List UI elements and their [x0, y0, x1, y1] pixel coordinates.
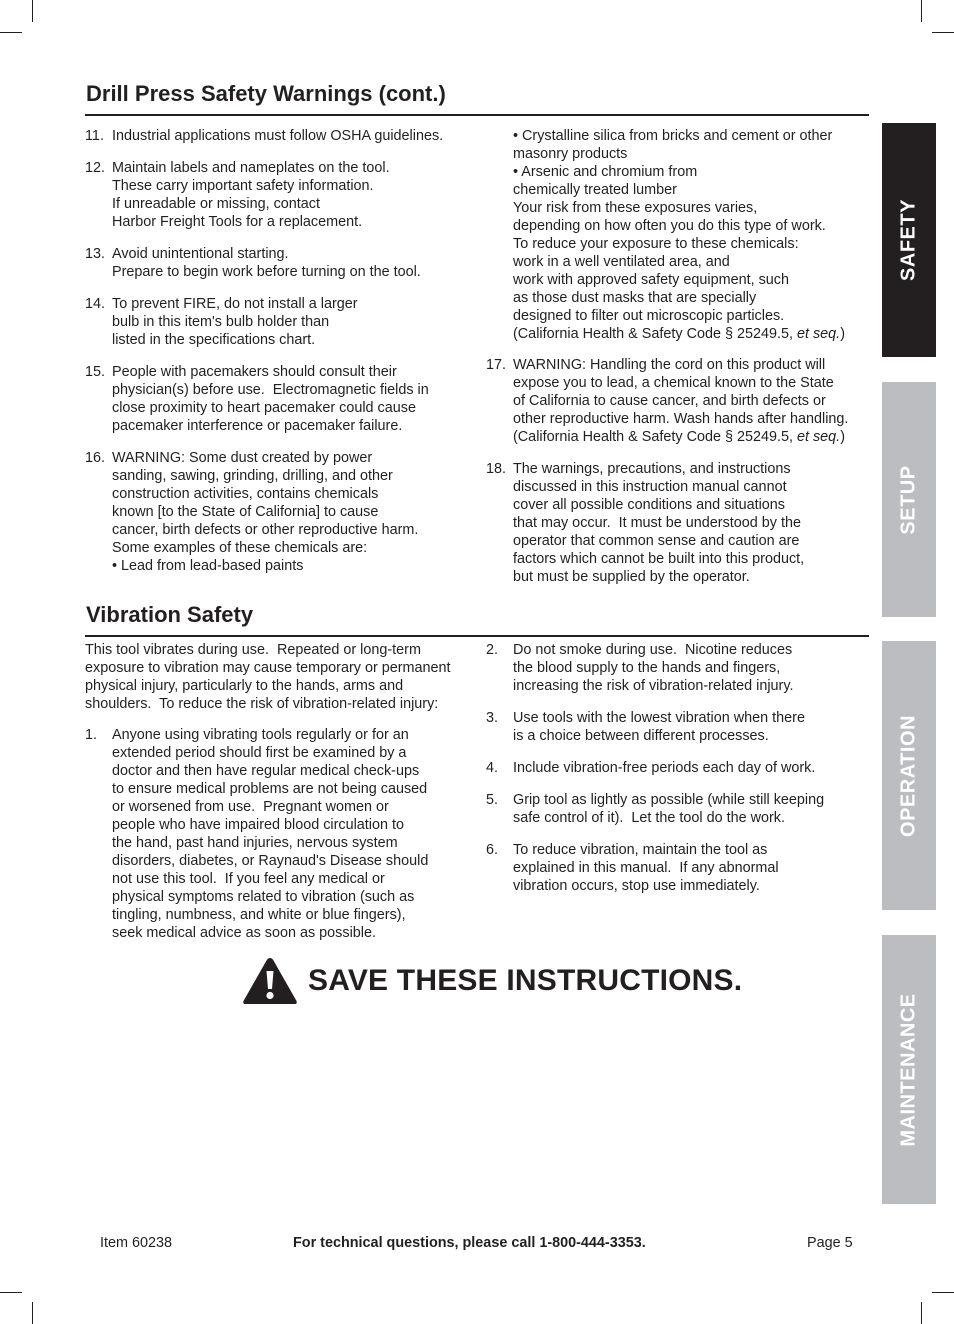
- section-title: Vibration Safety: [86, 602, 254, 627]
- text-line: is a choice between different processes.: [513, 728, 769, 744]
- item-16-continuation: [486, 127, 866, 343]
- text-line: Maintain labels and nameplates on the tool.: [112, 160, 390, 176]
- text-line: Anyone using vibrating tools regularly or for an: [112, 727, 409, 743]
- text-line: physician(s) before use. Electromagnetic fields in: [112, 382, 429, 398]
- text-line: that may occur. It must be understood by the: [513, 515, 801, 531]
- text-line: Industrial applications must follow OSHA guidelines.: [112, 128, 444, 144]
- text-line: If unreadable or missing, contact: [112, 196, 320, 212]
- text-line: or worsened from use. Pregnant women or: [112, 799, 389, 815]
- text-line: • Crystalline silica from bricks and cement or other: [513, 128, 833, 144]
- text-line: close proximity to heart pacemaker could cause: [112, 400, 416, 416]
- text-line: WARNING: Handling the cord on this product will: [513, 357, 826, 373]
- text-line: Some examples of these chemicals are:: [112, 540, 368, 556]
- list-item: [85, 449, 470, 575]
- list-number: 15.: [85, 364, 106, 380]
- text-line: Include vibration-free periods each day of work.: [513, 760, 816, 776]
- text-line: doctor and then have regular medical check-ups: [112, 763, 420, 779]
- list-item: [85, 726, 475, 942]
- text-line: cover all possible conditions and situations: [513, 497, 785, 513]
- text-line: factors which cannot be built into this product,: [513, 551, 805, 567]
- list-item: [85, 245, 470, 281]
- text-line: Your risk from these exposures varies,: [513, 200, 758, 216]
- list-item: [486, 460, 866, 586]
- list-item: [85, 159, 470, 231]
- save-instructions-title: SAVE THESE INSTRUCTIONS.: [308, 964, 743, 997]
- text-line: work in a well ventilated area, and: [513, 254, 730, 270]
- list-item: [486, 841, 866, 895]
- warnings-right-column: [486, 127, 866, 600]
- tab-label: SAFETY: [897, 199, 920, 281]
- text-line: chemically treated lumber: [513, 182, 677, 198]
- text-line: vibration occurs, stop use immediately.: [513, 878, 760, 894]
- text-line: safe control of it). Let the tool do the work.: [513, 810, 785, 826]
- list-number: 17.: [486, 357, 507, 373]
- text-line: People with pacemakers should consult their: [112, 364, 397, 380]
- text-line: The warnings, precautions, and instructions: [513, 461, 791, 477]
- text-line: • Arsenic and chromium from: [513, 164, 698, 180]
- tab-label: SETUP: [897, 464, 920, 535]
- text-line: depending on how often you do this type of work.: [513, 218, 826, 234]
- text-line: increasing the risk of vibration-related injury.: [513, 678, 794, 694]
- text-line: explained in this manual. If any abnormal: [513, 860, 779, 876]
- list-item: [486, 356, 866, 446]
- text-line: pacemaker interference or pacemaker failure.: [112, 418, 403, 434]
- list-item: [85, 295, 470, 349]
- tab-operation[interactable]: [882, 641, 936, 910]
- text-line: work with approved safety equipment, such: [513, 272, 789, 288]
- list-number: 5.: [486, 792, 499, 808]
- text-line: masonry products: [513, 146, 628, 162]
- list-item: [486, 791, 866, 827]
- text-line: discussed in this instruction manual cannot: [513, 479, 787, 495]
- list-number: 13.: [85, 246, 106, 262]
- crop-mark: [0, 1292, 22, 1293]
- text-line: designed to filter out microscopic particles.: [513, 308, 785, 324]
- list-number: 18.: [486, 461, 507, 477]
- text-line: but must be supplied by the operator.: [513, 569, 750, 585]
- crop-mark: [32, 1302, 33, 1324]
- text-line: listed in the specifications chart.: [112, 332, 316, 348]
- crop-mark: [0, 32, 22, 33]
- list-number: 6.: [486, 842, 499, 858]
- section-title: Drill Press Safety Warnings (cont.): [86, 81, 446, 106]
- text-line: Grip tool as lightly as possible (while still keeping: [513, 792, 825, 808]
- vibration-intro: [85, 641, 475, 713]
- tab-setup[interactable]: [882, 382, 936, 617]
- text-line: physical symptoms related to vibration (such as: [112, 889, 415, 905]
- vibration-right-column: [486, 641, 866, 909]
- tab-label: MAINTENANCE: [897, 992, 920, 1147]
- list-item: [486, 641, 866, 695]
- crop-mark: [32, 0, 33, 22]
- text-line: extended period should first be examined by a: [112, 745, 407, 761]
- citation-line: (California Health & Safety Code § 25249.5, et seq.): [513, 326, 845, 342]
- text-line: cancer, birth defects or other reproductive harm.: [112, 522, 419, 538]
- text-line: To reduce vibration, maintain the tool as: [513, 842, 768, 858]
- list-item: [486, 759, 866, 777]
- text-line: tingling, numbness, and white or blue fingers),: [112, 907, 406, 923]
- list-number: 14.: [85, 296, 106, 312]
- section-rule: [85, 635, 869, 637]
- text-line: as those dust masks that are specially: [513, 290, 757, 306]
- text-line: sanding, sawing, grinding, drilling, and other: [112, 468, 393, 484]
- text-line: other reproductive harm. Wash hands after handling.: [513, 411, 849, 427]
- text-line: physical injury, particularly to the hands, arms and: [85, 678, 404, 694]
- text-line: operator that common sense and caution are: [513, 533, 800, 549]
- text-line: construction activities, contains chemicals: [112, 486, 379, 502]
- list-number: 1.: [85, 727, 98, 743]
- footer-help-line: For technical questions, please call 1-800-444-3353.: [293, 1235, 646, 1251]
- citation-line: (California Health & Safety Code § 25249.5, et seq.): [513, 429, 845, 445]
- text-line: of California to cause cancer, and birth defects or: [513, 393, 826, 409]
- list-number: 12.: [85, 160, 106, 176]
- text-line: These carry important safety information.: [112, 178, 374, 194]
- warnings-left-column: [85, 127, 470, 589]
- list-item: [85, 363, 470, 435]
- text-line: expose you to lead, a chemical known to the State: [513, 375, 834, 391]
- tab-maintenance[interactable]: [882, 935, 936, 1204]
- footer-page-number: Page 5: [807, 1235, 853, 1251]
- section-rule: [85, 114, 869, 116]
- list-number: 2.: [486, 642, 499, 658]
- list-item: [486, 709, 866, 745]
- text-line: known [to the State of California] to cause: [112, 504, 379, 520]
- crop-mark: [921, 1302, 922, 1324]
- text-line: To prevent FIRE, do not install a larger: [112, 296, 358, 312]
- text-line: Harbor Freight Tools for a replacement.: [112, 214, 363, 230]
- text-line: disorders, diabetes, or Raynaud's Disease should: [112, 853, 429, 869]
- text-line: To reduce your exposure to these chemicals:: [513, 236, 799, 252]
- text-line: bulb in this item's bulb holder than: [112, 314, 330, 330]
- text-line: Use tools with the lowest vibration when there: [513, 710, 805, 726]
- text-line: the blood supply to the hands and fingers,: [513, 660, 781, 676]
- text-line: shoulders. To reduce the risk of vibration-related injury:: [85, 696, 439, 712]
- list-number: 11.: [85, 128, 104, 144]
- tab-safety[interactable]: [882, 123, 936, 357]
- list-number: 16.: [85, 450, 106, 466]
- list-number: 3.: [486, 710, 499, 726]
- text-line: exposure to vibration may cause temporary or permanent: [85, 660, 451, 676]
- text-line: the hand, past hand injuries, nervous system: [112, 835, 398, 851]
- text-line: to ensure medical problems are not being caused: [112, 781, 428, 797]
- text-line: not use this tool. If you feel any medical or: [112, 871, 385, 887]
- text-line: Prepare to begin work before turning on the tool.: [112, 264, 421, 280]
- text-line: This tool vibrates during use. Repeated or long-term: [85, 642, 421, 658]
- list-item: [85, 127, 470, 145]
- text-line: seek medical advice as soon as possible.: [112, 925, 376, 941]
- text-line: WARNING: Some dust created by power: [112, 450, 373, 466]
- text-line: people who have impaired blood circulation to: [112, 817, 404, 833]
- text-line: Avoid unintentional starting.: [112, 246, 289, 262]
- footer-item-number: Item 60238: [100, 1235, 173, 1251]
- crop-mark: [921, 0, 922, 22]
- text-line: Do not smoke during use. Nicotine reduces: [513, 642, 793, 658]
- crop-mark: [932, 1292, 954, 1293]
- tab-label: OPERATION: [897, 714, 920, 837]
- save-instructions-banner: [242, 956, 742, 1006]
- vibration-left-column: [85, 641, 475, 956]
- crop-mark: [932, 32, 954, 33]
- text-line: • Lead from lead-based paints: [112, 558, 304, 574]
- warning-triangle-icon: [242, 956, 298, 1006]
- list-number: 4.: [486, 760, 499, 776]
